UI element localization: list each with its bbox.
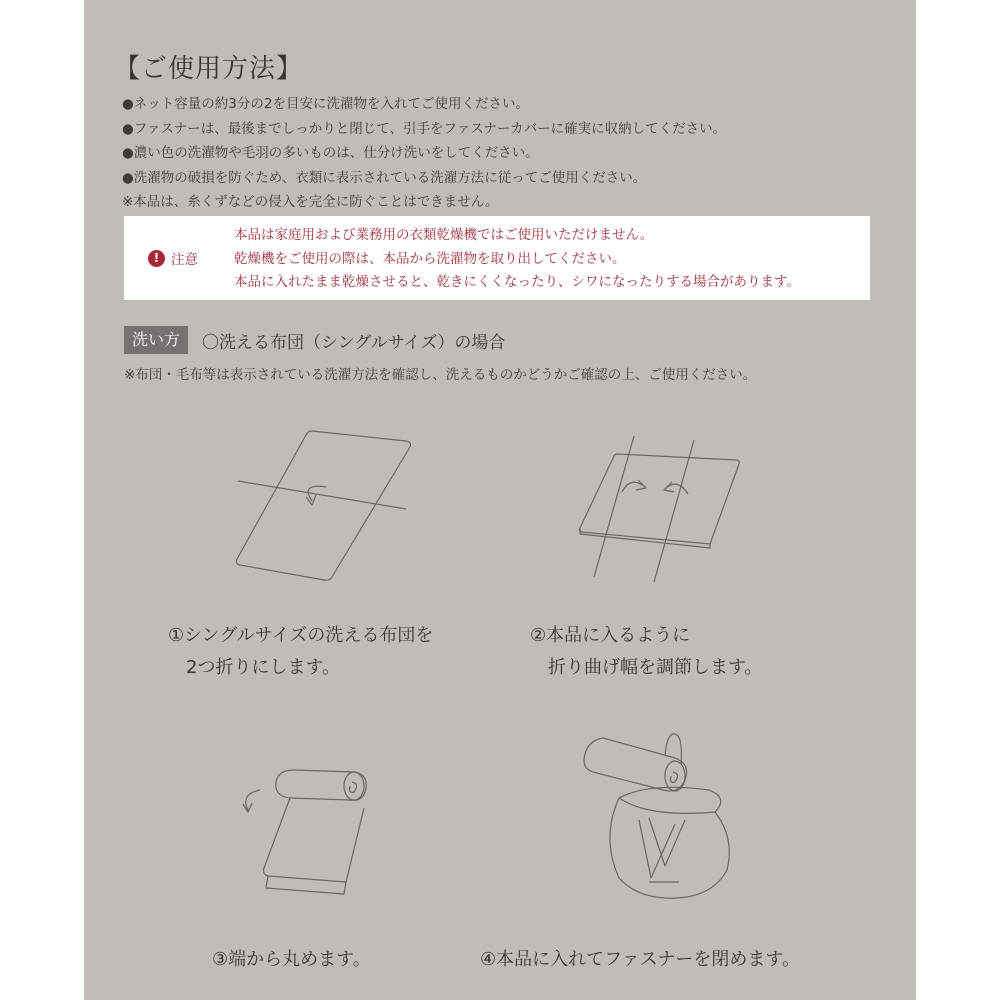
usage-item: ●ファスナーは、最後までしっかりと閉じて、引手をファスナーカバーに確実に収納してください。 [122,120,727,137]
fold-in-half-icon [234,425,414,585]
usage-list [122,92,726,215]
step-caption-4 [480,944,800,976]
step-caption-3 [212,944,371,976]
caution-lines [234,224,800,295]
wash-tag: 洗い方 [124,326,188,354]
exclamation-icon: ! [148,250,165,267]
step-caption-line: ②本品に入るように [530,625,691,646]
usage-item: ●洗濯物の破損を防ぐため、衣類に表示されている洗濯方法に従ってご使用ください。 [122,169,647,186]
step-caption-line: ④本品に入れてファスナーを閉めます。 [480,949,800,970]
usage-item: ●ネット容量の約3分の2を目安に洗濯物を入れてご使用ください。 [122,96,529,112]
caution-label [148,248,198,268]
usage-title: 【ご使用方法】 [114,54,304,84]
roll-up-icon [234,758,374,908]
wash-heading: 〇洗える布団（シングルサイズ）の場合 [202,332,506,353]
adjust-fold-width-icon [574,432,754,582]
instruction-panel [84,0,916,1000]
step-caption-line: 2つ折りにします。 [186,657,341,678]
wash-note: ※布団・毛布等は表示されている洗濯方法を確認し、洗えるものかどうかご確認の上、ご使用ください。 [124,367,757,383]
step-caption-line: ③端から丸めます。 [212,949,371,970]
step-caption-line: ①シングルサイズの洗える布団を [168,625,434,646]
wash-header [124,326,505,354]
usage-item: ●濃い色の洗濯物や毛羽の多いものは、仕分け洗いをしてください。 [122,145,539,161]
step-caption-line: 折り曲げ幅を調節します。 [548,657,763,678]
caution-line: 乾燥機をご使用の際は、本品から洗濯物を取り出してください。 [234,250,626,267]
put-in-net-icon [579,728,759,918]
caution-label-text: 注意 [171,252,198,268]
step-caption-1 [168,620,433,684]
usage-item: ※本品は、糸くずなどの侵入を完全に防ぐことはできません。 [122,194,499,210]
caution-line: 本品は家庭用および業務用の衣類乾燥機ではご使用いただけません。 [234,227,654,243]
caution-box [124,216,870,300]
caution-line: 本品に入れたまま乾燥させると、乾きにくくなったり、シワになったりする場合があります。 [234,274,800,290]
step-caption-2 [530,620,763,684]
